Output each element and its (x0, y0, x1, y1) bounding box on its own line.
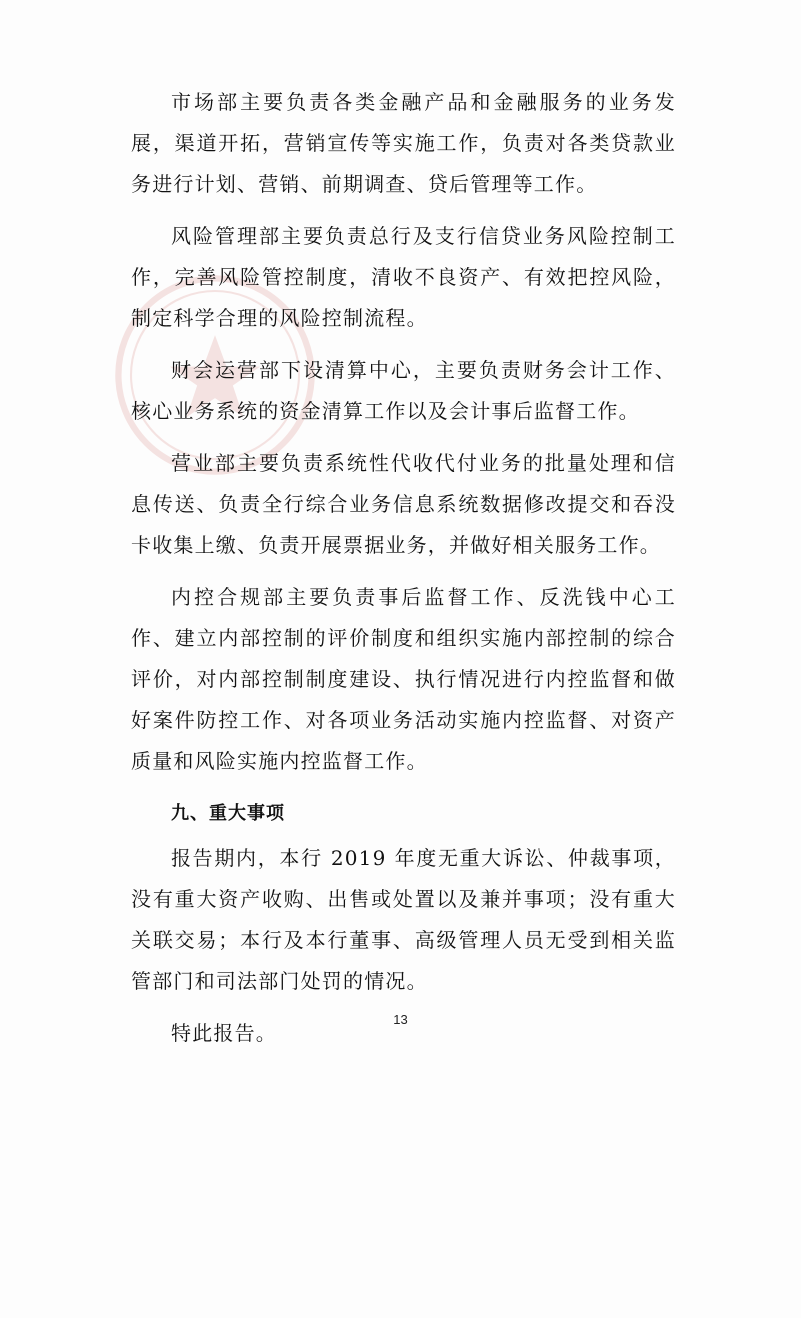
paragraph-closing: 特此报告。 (171, 1021, 277, 1045)
section-heading-major-matters: 九、重大事项 (171, 803, 285, 824)
paragraph-risk-management-dept: 风险管理部主要负责总行及支行信贷业务风险控制工作，完善风险管控制度，清收不良资产、有效把控风险，制定科学合理的风险控制流程。 (131, 224, 676, 330)
page-number: 13 (393, 1012, 408, 1027)
document-body (131, 82, 676, 1065)
paragraph-finance-operations-dept: 财会运营部下设清算中心，主要负责财务会计工作、核心业务系统的资金清算工作以及会计事后监督工作。 (131, 358, 676, 423)
paragraph-internal-control-dept: 内控合规部主要负责事后监督工作、反洗钱中心工作、建立内部控制的评价制度和组织实施内部控制的综合评价，对内部控制制度建设、执行情况进行内控监督和做好案件防控工作、对各项业务活动实施内控监督、对资产质量和风险实施内控监督工作。 (131, 585, 676, 773)
paragraph-business-dept: 营业部主要负责系统性代收代付业务的批量处理和信息传送、负责全行综合业务信息系统数据修改提交和吞没卡收集上缴、负责开展票据业务，并做好相关服务工作。 (131, 451, 676, 557)
paragraph-marketing-dept: 市场部主要负责各类金融产品和金融服务的业务发展，渠道开拓，营销宣传等实施工作，负责对各类贷款业务进行计划、营销、前期调查、贷后管理等工作。 (131, 90, 676, 196)
paragraph-major-matters: 报告期内，本行 2019 年度无重大诉讼、仲裁事项，没有重大资产收购、出售或处置以及兼并事项；没有重大关联交易；本行及本行董事、高级管理人员无受到相关监管部门和司法部门处罚的情况。 (131, 846, 676, 993)
